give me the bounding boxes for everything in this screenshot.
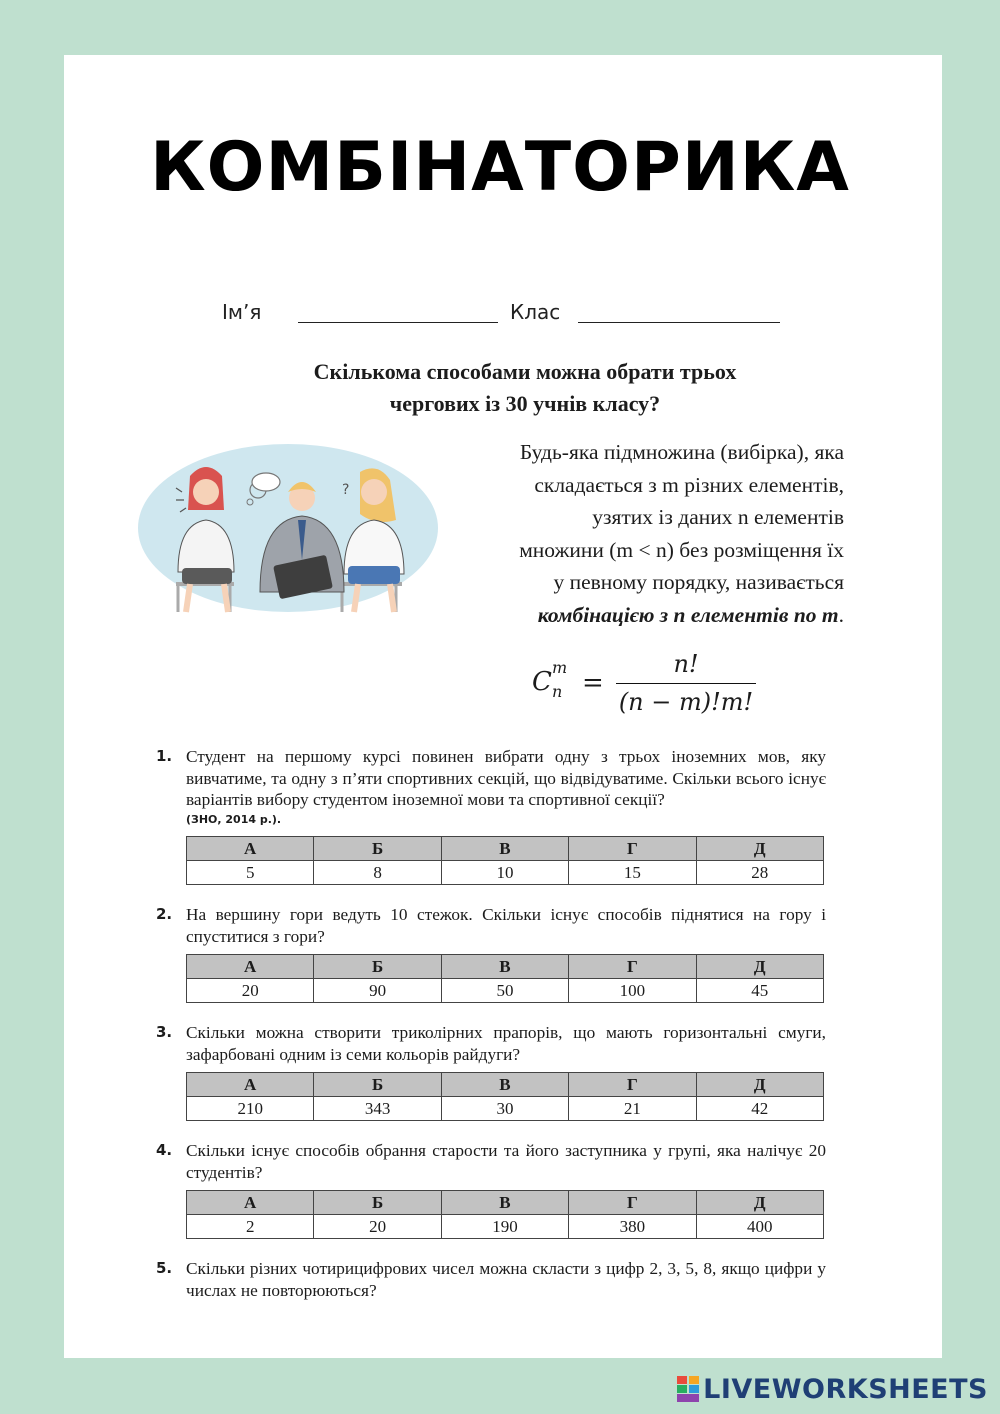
task-number: 1.	[156, 747, 173, 765]
answer-table-2	[186, 954, 824, 1003]
formula-sup: m	[552, 658, 568, 677]
combination-formula	[530, 650, 770, 720]
answer-option[interactable]: 20	[187, 979, 314, 1003]
definition-line	[420, 599, 844, 632]
task-number: 2.	[156, 905, 173, 923]
definition-line: узятих із даних n елементів	[592, 505, 844, 529]
option-header-b: Б	[314, 1191, 441, 1215]
option-header-d: Г	[569, 1191, 696, 1215]
option-header-e: Д	[696, 1191, 823, 1215]
formula-equals: =	[582, 668, 604, 698]
answer-option[interactable]: 21	[569, 1097, 696, 1121]
task-number: 3.	[156, 1023, 173, 1041]
task-4	[156, 1140, 826, 1183]
option-header-b: Б	[314, 955, 441, 979]
answer-option[interactable]: 50	[441, 979, 568, 1003]
option-header-b: Б	[314, 1073, 441, 1097]
task-number: 5.	[156, 1259, 173, 1277]
answer-option[interactable]: 8	[314, 861, 441, 885]
answer-option[interactable]: 2	[187, 1215, 314, 1239]
option-header-c: В	[441, 1073, 568, 1097]
answer-option[interactable]: 45	[696, 979, 823, 1003]
fraction-bar	[616, 683, 756, 684]
answer-option[interactable]: 343	[314, 1097, 441, 1121]
task-1	[156, 746, 826, 829]
option-header-b: Б	[314, 837, 441, 861]
option-header-c: В	[441, 837, 568, 861]
option-header-d: Г	[569, 955, 696, 979]
answer-option[interactable]: 15	[569, 861, 696, 885]
answer-option[interactable]: 210	[187, 1097, 314, 1121]
task-number: 4.	[156, 1141, 173, 1159]
students-illustration	[138, 442, 440, 614]
definition-term: комбінацією з n елементів по m	[537, 602, 839, 627]
task-2	[156, 904, 826, 947]
svg-text:?: ?	[342, 482, 350, 498]
task-text: На вершину гори ведуть 10 стежок. Скільки існує способів піднятися на гору і спуститися з гори?	[186, 905, 826, 946]
definition-line: множини (m < n) без розміщення їх	[519, 537, 844, 562]
liveworksheets-logo[interactable]	[677, 1374, 988, 1404]
formula-denominator: (n − m)!m!	[618, 688, 754, 716]
answer-option[interactable]: 28	[696, 861, 823, 885]
definition-period: .	[838, 602, 844, 627]
task-text: Студент на першому курсі повинен вибрати одну з трьох іноземних мов, яку вивчатиме, та одну з п’яти спортивних секцій, що відвідуватиме. Скільки всього існує варіантів вибору студентом іноземної мови та спортивної секції?	[186, 747, 826, 809]
task-source: (ЗНО, 2014 р.).	[186, 812, 282, 826]
option-header-e: Д	[696, 955, 823, 979]
answer-option[interactable]: 190	[441, 1215, 568, 1239]
definition-line: у певному порядку, називається	[553, 570, 844, 594]
answer-option[interactable]: 20	[314, 1215, 441, 1239]
task-3	[156, 1022, 826, 1065]
task-text: Скільки можна створити триколірних прапорів, що мають горизонтальні смуги, зафарбовані одним із семи кольорів райдуги?	[186, 1023, 826, 1064]
task-text: Скільки існує способів обрання старости та його заступника у групі, яка налічує 20 студентів?	[186, 1141, 826, 1182]
formula-base: C	[532, 667, 552, 697]
option-header-c: В	[441, 955, 568, 979]
question-line-2: чергових із 30 учнів класу?	[389, 391, 661, 416]
option-header-d: Г	[569, 1073, 696, 1097]
answer-option[interactable]: 100	[569, 979, 696, 1003]
option-header-a: А	[187, 837, 314, 861]
definition-block	[420, 436, 844, 631]
option-header-e: Д	[696, 1073, 823, 1097]
answer-option[interactable]: 42	[696, 1097, 823, 1121]
task-5	[156, 1258, 826, 1301]
intro-question	[200, 356, 850, 420]
answer-table-1	[186, 836, 824, 885]
answer-table-3	[186, 1072, 824, 1121]
option-header-d: Г	[569, 837, 696, 861]
answer-option[interactable]: 10	[441, 861, 568, 885]
question-line-1: Скількома способами можна обрати трьох	[313, 359, 737, 384]
answer-option[interactable]: 380	[569, 1215, 696, 1239]
formula-numerator: n!	[673, 650, 699, 678]
answer-table-4	[186, 1190, 824, 1239]
worksheet-title: КОМБІНАТОРИКА	[150, 128, 850, 207]
class-label: Клас	[510, 300, 561, 324]
formula-sub: n	[552, 682, 563, 701]
option-header-a: А	[187, 1073, 314, 1097]
name-field[interactable]	[298, 322, 498, 323]
name-label: Ім’я	[222, 300, 262, 324]
logo-text: LIVEWORKSHEETS	[703, 1373, 988, 1405]
task-text: Скільки різних чотирицифрових чисел можна скласти з цифр 2, 3, 5, 8, якщо цифри у числах не повторюються?	[186, 1259, 826, 1300]
answer-option[interactable]: 400	[696, 1215, 823, 1239]
option-header-a: А	[187, 1191, 314, 1215]
option-header-a: А	[187, 955, 314, 979]
class-field[interactable]	[578, 322, 780, 323]
definition-line: складається з m різних елементів,	[534, 472, 844, 497]
definition-line: Будь-яка підмножина (вибірка), яка	[519, 440, 844, 464]
logo-mark-icon	[677, 1376, 699, 1402]
option-header-c: В	[441, 1191, 568, 1215]
answer-option[interactable]: 30	[441, 1097, 568, 1121]
answer-option[interactable]: 90	[314, 979, 441, 1003]
option-header-e: Д	[696, 837, 823, 861]
answer-option[interactable]: 5	[187, 861, 314, 885]
